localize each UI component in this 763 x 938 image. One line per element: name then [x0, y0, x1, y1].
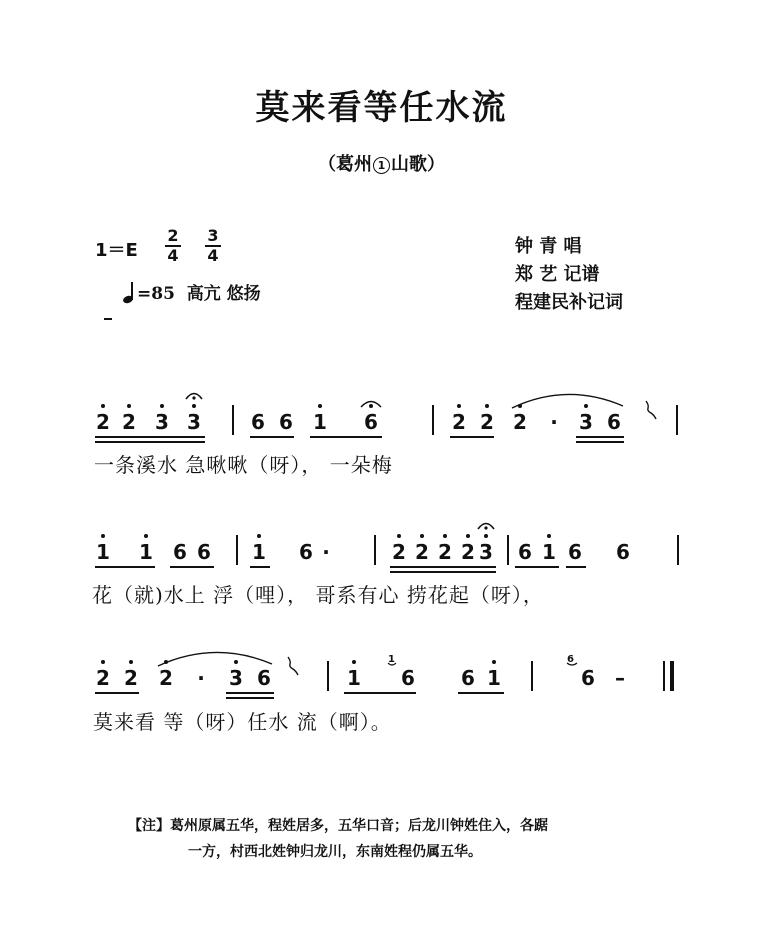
- time-signature-2-4: [165, 227, 181, 265]
- tempo-expression: 高亢 悠扬: [186, 284, 261, 304]
- note: ·: [197, 666, 205, 690]
- note: ·: [322, 540, 330, 564]
- bar-line: [676, 405, 678, 435]
- svg-text:1: 1: [388, 654, 395, 665]
- lyrics-line-2: 花（就)水上 浮（哩）， 哥系有心 捞花起（呀），: [92, 583, 544, 607]
- glissando-icon: [645, 400, 657, 420]
- lyrics-line-3: 莫来看 等（呀）任水 流（啊）。: [93, 710, 392, 734]
- slur-icon: [156, 646, 274, 668]
- note: 6: [279, 410, 293, 434]
- credit-lyrics-editor: 程建民补记词: [515, 292, 623, 313]
- time-sig-denominator: 4: [207, 246, 219, 265]
- note: ·: [550, 410, 558, 434]
- note: 6: [568, 540, 582, 564]
- note: 2: [159, 666, 173, 690]
- note: 1: [313, 410, 327, 434]
- note: 2: [513, 410, 527, 434]
- subtitle-suffix: 山歌）: [391, 154, 445, 175]
- note: 2: [461, 540, 475, 564]
- note: 2: [415, 540, 429, 564]
- final-bar-line: [663, 661, 665, 691]
- footnote: [128, 813, 688, 865]
- note: 2: [452, 410, 466, 434]
- note: 1: [252, 540, 266, 564]
- note: 2: [480, 410, 494, 434]
- song-title: 莫来看等任水流: [255, 88, 508, 128]
- bar-line: [232, 405, 234, 435]
- note: 6: [257, 666, 271, 690]
- bar-line: [236, 535, 238, 565]
- note: 3: [479, 540, 493, 564]
- final-bar-line: [670, 661, 674, 691]
- note: 6: [173, 540, 187, 564]
- note: 6: [197, 540, 211, 564]
- grace-note-icon: [566, 652, 578, 668]
- note: 3: [229, 666, 243, 690]
- note: 6: [364, 410, 378, 434]
- tempo-marking: [123, 279, 261, 304]
- bar-line: [432, 405, 434, 435]
- note: 6: [607, 410, 621, 434]
- note: 1: [487, 666, 501, 690]
- note: 3: [579, 410, 593, 434]
- tempo-value: =85: [137, 284, 175, 304]
- note: 2: [438, 540, 452, 564]
- dash-mark: [104, 318, 112, 320]
- slur-icon: [510, 388, 625, 410]
- time-sig-denominator: 4: [167, 246, 179, 265]
- note: 1: [139, 540, 153, 564]
- svg-text:6: 6: [567, 654, 574, 665]
- key-signature: 1＝E: [95, 240, 138, 261]
- bar-line: [677, 535, 679, 565]
- note: 6: [616, 540, 630, 564]
- credit-singer: 钟 青 唱: [515, 236, 582, 257]
- note: 6: [401, 666, 415, 690]
- bar-line: [507, 535, 509, 565]
- note: 2: [96, 666, 110, 690]
- subtitle-prefix: （葛州: [318, 154, 372, 175]
- time-sig-numerator: 3: [205, 227, 221, 247]
- glissando-icon: [287, 656, 299, 676]
- note: 6: [461, 666, 475, 690]
- song-subtitle: [0, 150, 763, 176]
- grace-note-icon: [387, 652, 397, 668]
- note: 2: [96, 410, 110, 434]
- note: 6: [299, 540, 313, 564]
- note: 3: [155, 410, 169, 434]
- fermata-icon: [477, 520, 495, 530]
- note: 2: [124, 666, 138, 690]
- bar-line: [327, 661, 329, 691]
- slur-icon: [360, 398, 382, 408]
- credit-transcriber: 郑 艺 记谱: [515, 264, 600, 285]
- note: 1: [96, 540, 110, 564]
- quarter-note-icon: [123, 281, 137, 303]
- footnote-marker: 1: [373, 157, 390, 174]
- footnote-label: 【注】: [128, 818, 170, 834]
- note: 1: [347, 666, 361, 690]
- note: 6: [581, 666, 595, 690]
- footnote-line-1: 葛州原属五华，程姓居多，五华口音；后龙川钟姓住入，各踞: [170, 818, 548, 834]
- note: 6: [251, 410, 265, 434]
- note: 2: [392, 540, 406, 564]
- note: 2: [122, 410, 136, 434]
- lyrics-line-1: 一条溪水 急啾啾（呀）， 一朵梅: [94, 453, 393, 477]
- time-signature-3-4: [205, 227, 221, 265]
- time-sig-numerator: 2: [165, 227, 181, 247]
- bar-line: [531, 661, 533, 691]
- fermata-icon: [185, 390, 203, 400]
- note: –: [615, 666, 625, 690]
- bar-line: [374, 535, 376, 565]
- note: 3: [187, 410, 201, 434]
- note: 1: [542, 540, 556, 564]
- footnote-line-2: 一方，村西北姓钟归龙川，东南姓程仍属五华。: [188, 844, 482, 860]
- note: 6: [518, 540, 532, 564]
